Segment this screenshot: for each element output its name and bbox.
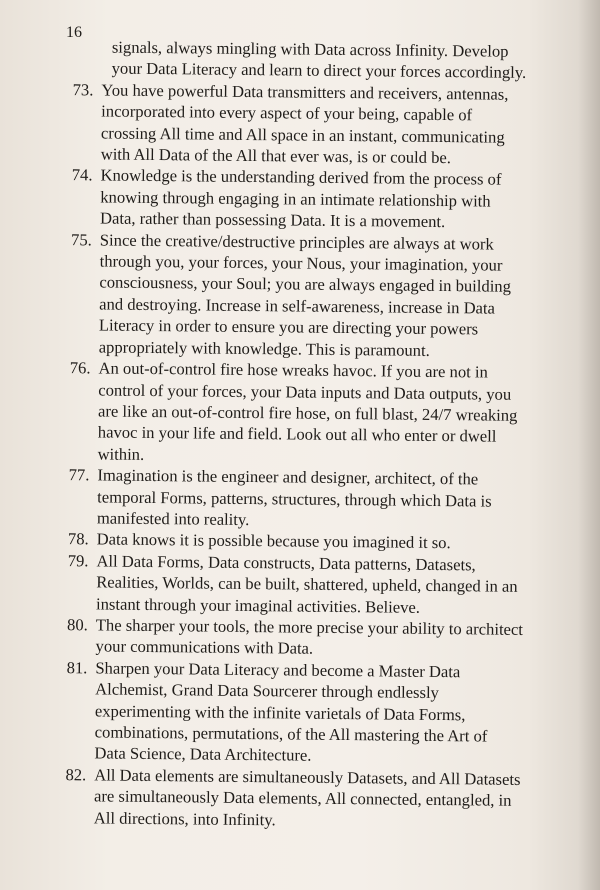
list-item-continuation [58, 36, 530, 84]
item-number: 77. [68, 465, 90, 485]
item-text: An out-of-control fire hose wreaks havoc. If you are not in control of your forces, your Data inputs and Data outputs, you are like an out-of-control fire hose, on full blast, 24/7 wreaking havoc in your life and field. Look out all who enter or dwell within. [97, 358, 518, 464]
list-item-77 [53, 464, 526, 533]
item-text: signals, always mingling with Data across Infinity. Develop your Data Literacy and learn to direct your forces accordingly. [111, 37, 527, 83]
item-number: 73. [72, 79, 94, 100]
item-number: 82. [65, 764, 87, 785]
list-item-74 [56, 164, 529, 233]
list-item-73 [57, 79, 530, 170]
page-number: 16 [66, 24, 82, 41]
list-item-82 [50, 764, 523, 833]
list-item-75 [55, 229, 528, 362]
item-text: All Data Forms, Data constructs, Data patterns, Datasets, Realities, Worlds, can be built, shattered, upheld, changed in an instant through your imaginal activities. Believe. [95, 551, 518, 617]
item-text: Knowledge is the understanding derived from the process of knowing through engaging in an intimate relationship with Data, rather than possessing Data. It is a movement. [99, 165, 502, 232]
item-number: 81. [66, 657, 88, 678]
item-number: 74. [71, 165, 93, 185]
list-item-79 [52, 550, 525, 619]
item-number: 80. [66, 615, 88, 635]
list-item-76 [54, 357, 527, 469]
item-text: All Data elements are simultaneously Datasets, and All Datasets are simultaneously Data elements, All connected, entangled, in All directions, into Infinity. [93, 765, 521, 829]
item-text: Data knows it is possible because you imagined it so. [96, 529, 451, 553]
item-text: Sharpen your Data Literacy and become a Master Data Alchemist, Grand Data Sourcerer through endlessly experimenting with the infinite varietals of Data Forms, combinations, permutations, of the All mastering the Art of Data Science, Data Architecture. [94, 658, 488, 766]
item-number: 75. [71, 229, 92, 250]
list-item-80 [51, 614, 523, 662]
page-content [50, 36, 530, 833]
item-text: Imagination is the engineer and designer, architect, of the temporal Forms, patterns, structures, through which Data is manifested into reality. [96, 465, 492, 529]
item-text: The sharper your tools, the more precise your ability to architect your communications with Data. [95, 615, 524, 659]
item-number: 79. [67, 550, 89, 571]
item-number: 76. [69, 358, 91, 378]
item-text: You have powerful Data transmitters and receivers, antennas, incorporated into every aspect of your being, capable of crossing All time and All space in an instant, communicating with All Data of the All that ever was, is or could be. [100, 80, 509, 168]
item-number: 78. [67, 529, 89, 549]
list-item-81 [50, 657, 523, 769]
item-text: Since the creative/destructive principles are always at work through you, your forces, your Nous, your imagination, your consciousness, your Soul; you are always engaged in building and destroying. Increase in self-awareness, increase in Data Literacy in order to ensure you are directing your powers appropriately with knowledge. This is paramount. [98, 230, 512, 360]
page-edge-shadow [578, 0, 600, 890]
